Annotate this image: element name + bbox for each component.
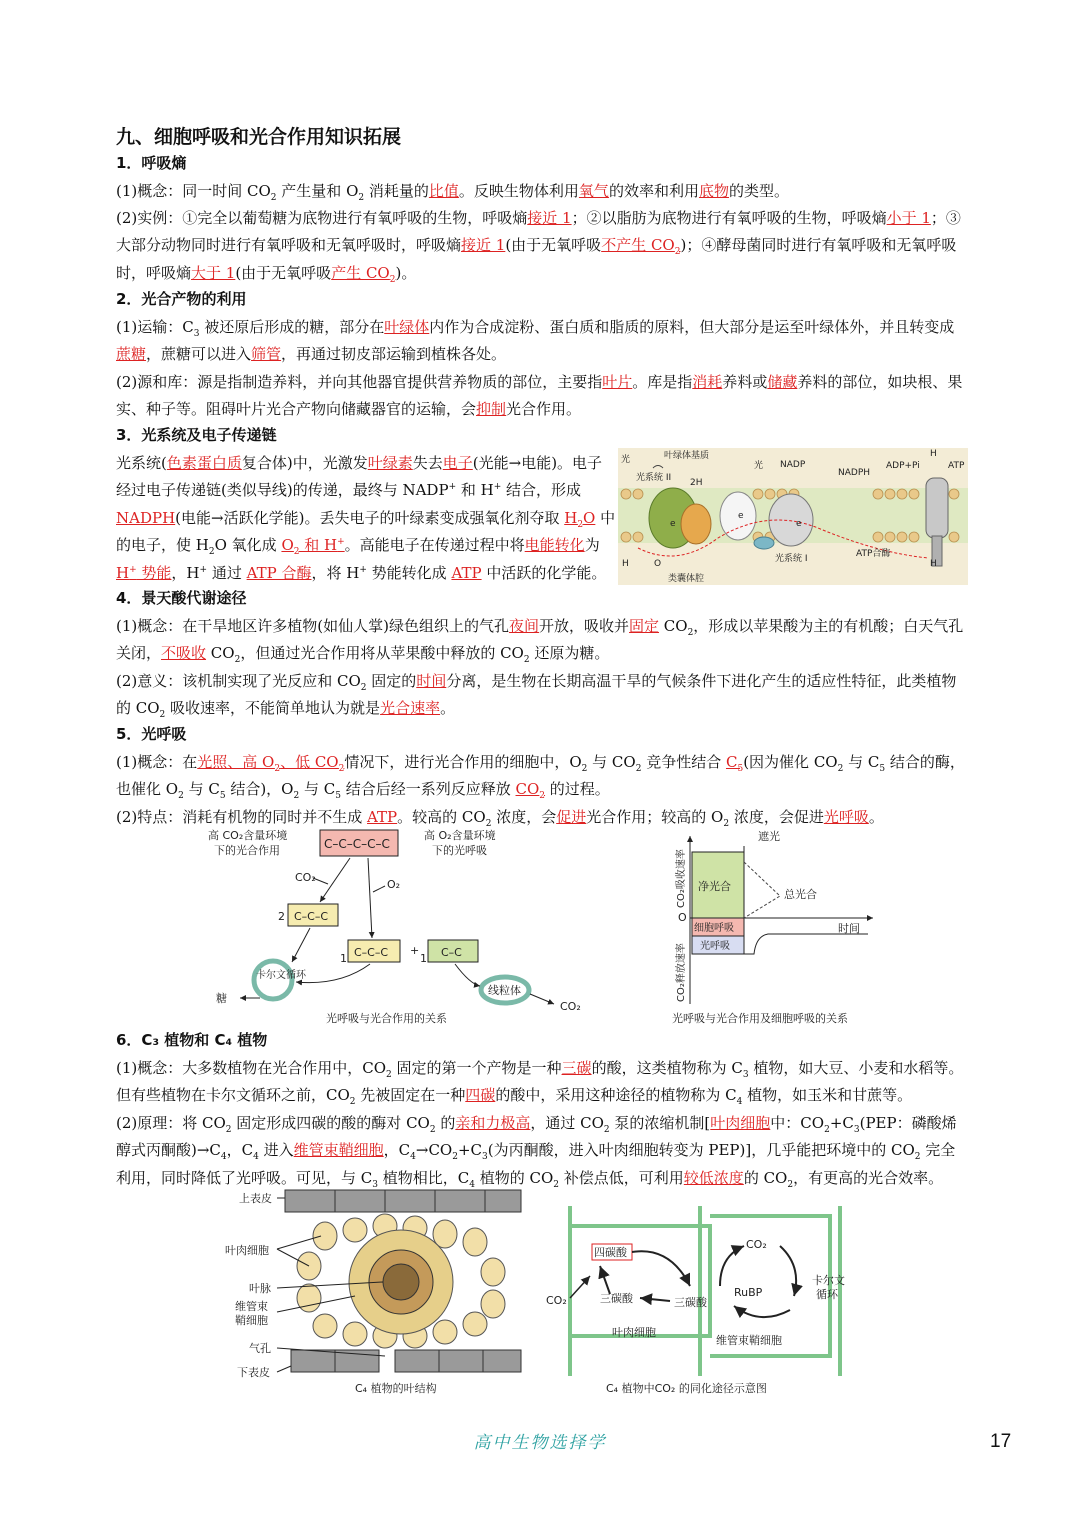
figA-caption: 光呼吸与光合作用的关系 bbox=[326, 1012, 447, 1025]
fig3-h2o: H bbox=[622, 559, 629, 569]
figA-left-label1: 高 CO₂含量环境 bbox=[208, 829, 288, 842]
s2-p2: (2)源和库：源是指制造养料，并向其他器官提供营养物质的部位，主要指叶片。库是指消耗养料或储藏养料的部位，如块根、果实、种子等。阻碍叶片光合产物向储藏器官的运输，会抑制光合作用。 bbox=[116, 373, 963, 419]
footer-brand: 高中生物选择学 bbox=[473, 1433, 607, 1453]
s1-p2: (2)实例：①完全以葡萄糖为底物进行有氧呼吸的生物，呼吸熵接近 1；②以脂肪为底物进行有氧呼吸的生物，呼吸熵小于 1；③大部分动物同时进行有氧呼吸和无氧呼吸时，呼吸熵接近 1(由于无氧呼吸不产生 $CO_2$)；④酵母菌同时进行有氧呼吸和无氧呼吸时，呼吸熵大于 1(由于无氧呼吸产生 $CO_2$)。 bbox=[116, 209, 961, 285]
figA-calvin: 卡尔文循环 bbox=[256, 970, 306, 981]
figB-yaxis-top: CO₂吸收速率 bbox=[676, 849, 687, 908]
section-4-heading: 4．景天酸代谢途径 bbox=[116, 589, 247, 607]
figD-calvin1: 卡尔文 bbox=[812, 1274, 845, 1287]
page-title: 九、细胞呼吸和光合作用知识拓展 bbox=[116, 126, 402, 148]
fig3-nadph: NADPH bbox=[838, 468, 871, 478]
figB-net: 净光合 bbox=[698, 880, 731, 893]
figC-vein: 叶脉 bbox=[249, 1282, 271, 1295]
section-5-heading: 5．光呼吸 bbox=[116, 725, 187, 743]
figB-time: 时间 bbox=[838, 922, 860, 935]
figA-sugar: 糖 bbox=[216, 992, 227, 1005]
figC-mesophyll: 叶肉细胞 bbox=[225, 1244, 269, 1257]
thylakoid-diagram bbox=[618, 448, 968, 585]
fig3-o2: O bbox=[654, 559, 662, 569]
s4-p2: (2)意义：该机制实现了光反应和 $CO_2$ 固定的时间分离，是生物在长期高温干旱的气候条件下进化产生的适应性特征，此类植物的 $CO_2$ 吸收速率，不能简单地认为就是光合速率。 bbox=[116, 672, 957, 721]
c4-leaf-diagram bbox=[225, 1186, 525, 1398]
section-1-heading: 1．呼吸熵 bbox=[116, 154, 187, 172]
rate-diagram bbox=[668, 826, 880, 1026]
figD-bundle: 维管束鞘细胞 bbox=[716, 1334, 782, 1347]
fig3-light2: 光 bbox=[754, 461, 764, 471]
figD-c4acid: 四碳酸 bbox=[594, 1246, 627, 1259]
figD-c3b: 三碳酸 bbox=[674, 1296, 707, 1309]
figA-mito: 线粒体 bbox=[488, 984, 521, 997]
figA-c3a: C–C–C bbox=[294, 910, 329, 923]
figC-caption: C₄ 植物的叶结构 bbox=[355, 1382, 437, 1395]
fig3-nadp: NADP bbox=[780, 460, 806, 470]
fig3-adp: ADP+Pi bbox=[886, 461, 920, 471]
figA-co2: CO₂ bbox=[295, 871, 316, 884]
section-6-heading: 6．C₃ 植物和 C₄ 植物 bbox=[116, 1031, 268, 1049]
s6-p2: (2)原理：将 $CO_2$ 固定形成四碳的酸的酶对 $CO_2$ 的亲和力极高，通过 $CO_2$ 泵的浓缩机制[叶肉细胞中：$CO_2+C_3(PEP$：磷酸烯醇式丙酮酸)$\to C_4$，$C_4$ 进入维管束鞘细胞，$C_4\to CO_2+C_3$(为丙酮酸，进入叶肉细胞转变为 PEP)]，几乎能把环境中的 $CO_2$ 完全利用，同时降低了光呼吸。可见，与 $C_3$ 植物相比，$C_4$ 植物的 $CO_2$ 补偿点低，可利用较低浓度的 $CO_2$，有更高的光合效率。 bbox=[116, 1114, 957, 1190]
figA-right-label1: 高 O₂含量环境 bbox=[424, 829, 496, 842]
s3-p1: 光系统(色素蛋白质复合体)中，光激发叶绿素失去电子(光能→电能)。电子经过电子传递链(类似导线)的传递，最终与 NADP+ 和 H+ 结合，形成 NADPH(电能→活跃化学能)。丢失电子的叶绿素变成强氧化剂夺取 $H_2O$ 中的电子，使 $H_2O$ 氧化成 $O_2$ 和 H+。高能电子在传递过程中将电能转化为 H+ 势能，H+ 通过 ATP 合酶，将 H+ 势能转化成 ATP 中活跃的化学能。 bbox=[116, 454, 616, 582]
figA-o2: O₂ bbox=[387, 878, 401, 891]
figB-origin: O bbox=[678, 911, 687, 924]
figB-yaxis-bot: CO₂释放速率 bbox=[676, 943, 687, 1002]
figD-co2-in: CO₂ bbox=[546, 1294, 567, 1307]
s4-p1: (1)概念：在干旱地区许多植物(如仙人掌)绿色组织上的气孔夜间开放，吸收并固定 $CO_2$，形成以苹果酸为主的有机酸；白天气孔关闭，不吸收 $CO_2$，但通过光合作用将从苹果酸中释放的 $CO_2$ 还原为糖。 bbox=[116, 617, 964, 666]
fig3-h-top: H bbox=[930, 449, 937, 459]
fig3-e2: e bbox=[738, 511, 744, 521]
figD-mesophyll: 叶肉细胞 bbox=[612, 1326, 656, 1339]
fig3-atpase: ATP合酶 bbox=[856, 549, 891, 559]
fig3-h-bot: H bbox=[930, 559, 937, 569]
figD-caption: C₄ 植物中CO₂ 的同化途径示意图 bbox=[606, 1382, 767, 1395]
figC-lower: 下表皮 bbox=[237, 1366, 270, 1379]
fig3-light1: 光 bbox=[621, 455, 631, 465]
figA-right-label2: 下的光呼吸 bbox=[432, 844, 487, 857]
figD-rubp: RuBP bbox=[734, 1286, 763, 1299]
figA-c5: C–C–C–C–C bbox=[324, 837, 390, 851]
figA-plus: + bbox=[410, 944, 420, 957]
s1-p1: (1)概念：同一时间 $CO_2$ 产生量和 $O_2$ 消耗量的比值。反映生物体利用氧气的效率和利用底物的类型。 bbox=[116, 182, 789, 203]
fig3-lumen: 类囊体腔 bbox=[668, 574, 705, 584]
s2-p1: (1)运输：$C_3$ 被还原后形成的糖，部分在叶绿体内作为合成淀粉、蛋白质和脂质的原料，但大部分是运至叶绿体外，并且转变成蔗糖，蔗糖可以进入筛管，再通过韧皮部运输到植株各处。 bbox=[116, 318, 955, 364]
figC-bundle2: 鞘细胞 bbox=[235, 1314, 268, 1327]
s5-p2: (2)特点：消耗有机物的同时并不生成 ATP。较高的 $CO_2$ 浓度，会促进光合作用；较高的 $O_2$ 浓度，会促进光呼吸。 bbox=[116, 808, 884, 829]
figA-n1b: 1 bbox=[420, 952, 427, 965]
figB-caption: 光呼吸与光合作用及细胞呼吸的关系 bbox=[672, 1012, 848, 1025]
fig3-atp: ATP bbox=[948, 461, 965, 471]
photorespiration-diagram bbox=[200, 826, 600, 1026]
s5-p1: (1)概念：在光照、高 $O_2$、低 $CO_2$情况下，进行光合作用的细胞中，$O_2$ 与 $CO_2$ 竞争性结合 $C_5$(因为催化 $CO_2$ 与 $C_5$ 结合的酶，也催化 $O_2$ 与 $C_5$ 结合)，$O_2$ 与 $C_5$ 结合后经一系列反应释放 $CO_2$ 的过程。 bbox=[116, 753, 965, 802]
section-2-heading: 2．光合产物的利用 bbox=[116, 290, 247, 308]
fig3-ps1: 光系统 I bbox=[775, 554, 808, 564]
figC-stoma: 气孔 bbox=[249, 1342, 271, 1355]
figA-left-label2: 下的光合作用 bbox=[214, 844, 280, 857]
figB-shade: 遮光 bbox=[758, 830, 780, 843]
figA-n2: 2 bbox=[278, 910, 285, 923]
figD-co2-top: CO₂ bbox=[746, 1238, 767, 1251]
fig3-stroma: 叶绿体基质 bbox=[664, 451, 710, 461]
figA-c2: C–C bbox=[441, 946, 462, 959]
figC-bundle1: 维管束 bbox=[235, 1300, 268, 1313]
figB-resp: 细胞呼吸 bbox=[694, 923, 734, 934]
figB-photoresp: 光呼吸 bbox=[700, 941, 730, 952]
figD-calvin2: 循环 bbox=[816, 1288, 838, 1301]
page-number: 17 bbox=[990, 1431, 1012, 1452]
fig3-ps2: 光系统 II bbox=[636, 473, 672, 483]
fig3-e3: e bbox=[796, 519, 802, 529]
figA-n1a: 1 bbox=[340, 952, 347, 965]
section-3-heading: 3．光系统及电子传递链 bbox=[116, 426, 277, 444]
fig3-2h: 2H bbox=[690, 478, 703, 488]
c4-pathway-diagram bbox=[540, 1186, 860, 1398]
figB-total: 总光合 bbox=[784, 888, 817, 901]
fig3-e1: e bbox=[670, 519, 676, 529]
s6-p1: (1)概念：大多数植物在光合作用中，$CO_2$ 固定的第一个产物是一种三碳的酸，这类植物称为 $C_3$ 植物，如大豆、小麦和水稻等。但有些植物在卡尔文循环之前，$CO_2$ 先被固定在一种四碳的酸中，采用这种途径的植物称为 $C_4$ 植物，如玉米和甘蔗等。 bbox=[116, 1059, 964, 1108]
figD-c3a: 三碳酸 bbox=[600, 1292, 633, 1305]
figA-c3b: C–C–C bbox=[354, 946, 389, 959]
figC-upper: 上表皮 bbox=[239, 1192, 272, 1205]
figA-co2out: CO₂ bbox=[560, 1000, 581, 1013]
